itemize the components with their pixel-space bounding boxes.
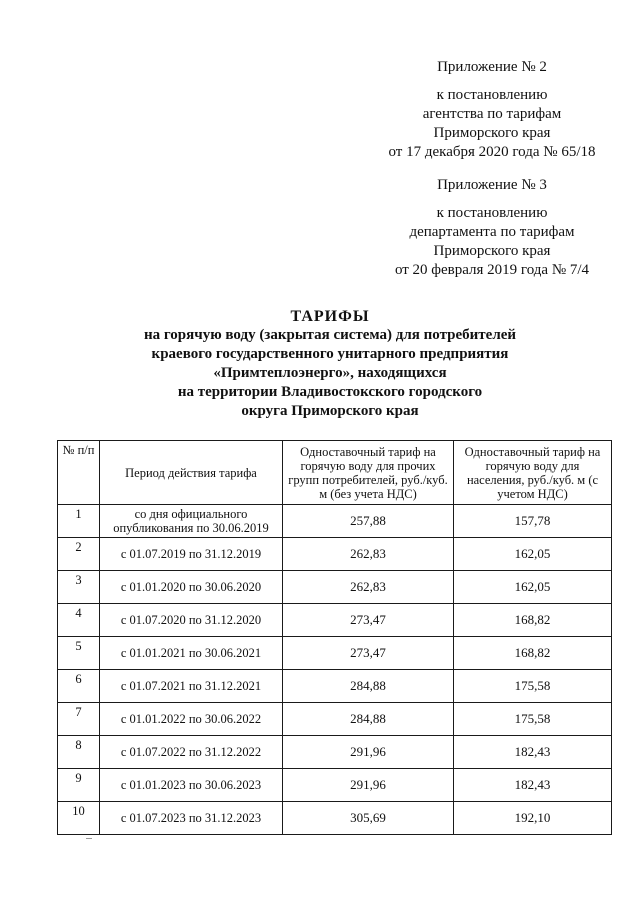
table-header-row xyxy=(58,441,612,505)
row-period: с 01.01.2023 по 30.06.2023 xyxy=(100,769,283,802)
row-number: 6 xyxy=(58,670,100,703)
header-tariff-population: Одноставочный тариф на горячую воду для населения, руб./куб. м (с учетом НДС) xyxy=(454,441,612,505)
title-line: округа Приморского края xyxy=(241,403,419,419)
row-period: с 01.01.2021 по 30.06.2021 xyxy=(100,637,283,670)
table-row xyxy=(58,703,612,736)
row-number: 8 xyxy=(58,736,100,769)
title-line: «Примтеплоэнерго», находящихся xyxy=(213,365,447,381)
row-tariff-population: 168,82 xyxy=(454,604,612,637)
table-row xyxy=(58,505,612,538)
row-tariff-population: 175,58 xyxy=(454,703,612,736)
row-tariff-population: 175,58 xyxy=(454,670,612,703)
title-line: на территории Владивостокского городского xyxy=(177,384,483,400)
table-row xyxy=(58,637,612,670)
row-period: с 01.01.2020 по 30.06.2020 xyxy=(100,571,283,604)
row-period: с 01.07.2022 по 31.12.2022 xyxy=(100,736,283,769)
appendix-2-line: агентства по тарифам xyxy=(422,106,562,122)
table-row xyxy=(58,802,612,835)
title-line: на горячую воду (закрытая система) для потребителей xyxy=(143,327,517,343)
appendix-2-heading: Приложение № 2 xyxy=(437,59,547,75)
row-tariff-population: 157,78 xyxy=(454,505,612,538)
appendix-3-heading: Приложение № 3 xyxy=(437,177,547,193)
table-row xyxy=(58,670,612,703)
row-number: 3 xyxy=(58,571,100,604)
table-row xyxy=(58,538,612,571)
document-title xyxy=(70,307,590,421)
row-tariff-population: 168,82 xyxy=(454,637,612,670)
row-period: с 01.07.2023 по 31.12.2023 xyxy=(100,802,283,835)
row-tariff-other: 273,47 xyxy=(283,604,454,637)
scan-artifact xyxy=(86,838,92,839)
row-number: 4 xyxy=(58,604,100,637)
row-period: с 01.07.2020 по 31.12.2020 xyxy=(100,604,283,637)
row-number: 10 xyxy=(58,802,100,835)
appendix-2-block xyxy=(378,58,606,162)
appendix-2-line: к постановлению xyxy=(436,87,548,103)
appendix-3-line: департамента по тарифам xyxy=(409,224,575,240)
row-tariff-other: 305,69 xyxy=(283,802,454,835)
tariff-table xyxy=(57,440,612,835)
row-tariff-population: 192,10 xyxy=(454,802,612,835)
table-row xyxy=(58,571,612,604)
row-tariff-other: 273,47 xyxy=(283,637,454,670)
header-num: № п/п xyxy=(58,441,100,505)
appendix-3-block xyxy=(378,176,606,280)
header-tariff-other: Одноставочный тариф на горячую воду для прочих групп потребителей, руб./куб. м (без учета НДС) xyxy=(283,441,454,505)
row-tariff-other: 291,96 xyxy=(283,736,454,769)
table-row xyxy=(58,604,612,637)
title-main: ТАРИФЫ xyxy=(290,308,370,325)
appendix-3-line: Приморского края xyxy=(433,243,551,259)
row-tariff-other: 291,96 xyxy=(283,769,454,802)
row-number: 1 xyxy=(58,505,100,538)
row-tariff-other: 284,88 xyxy=(283,670,454,703)
table-row xyxy=(58,769,612,802)
row-number: 2 xyxy=(58,538,100,571)
row-period: с 01.07.2019 по 31.12.2019 xyxy=(100,538,283,571)
row-number: 7 xyxy=(58,703,100,736)
appendix-3-line: к постановлению xyxy=(436,205,548,221)
row-tariff-other: 257,88 xyxy=(283,505,454,538)
row-tariff-other: 284,88 xyxy=(283,703,454,736)
row-period: с 01.01.2022 по 30.06.2022 xyxy=(100,703,283,736)
table-row xyxy=(58,736,612,769)
row-tariff-population: 162,05 xyxy=(454,571,612,604)
row-period: с 01.07.2021 по 31.12.2021 xyxy=(100,670,283,703)
title-line: краевого государственного унитарного предприятия xyxy=(151,346,509,362)
row-period: со дня официального опубликования по 30.06.2019 xyxy=(100,505,283,538)
appendix-3-line: от 20 февраля 2019 года № 7/4 xyxy=(394,262,590,278)
row-tariff-other: 262,83 xyxy=(283,538,454,571)
row-number: 5 xyxy=(58,637,100,670)
appendix-2-line: от 17 декабря 2020 года № 65/18 xyxy=(388,144,596,160)
appendix-2-line: Приморского края xyxy=(433,125,551,141)
header-period: Период действия тарифа xyxy=(100,441,283,505)
row-number: 9 xyxy=(58,769,100,802)
row-tariff-population: 182,43 xyxy=(454,769,612,802)
row-tariff-population: 162,05 xyxy=(454,538,612,571)
row-tariff-population: 182,43 xyxy=(454,736,612,769)
row-tariff-other: 262,83 xyxy=(283,571,454,604)
